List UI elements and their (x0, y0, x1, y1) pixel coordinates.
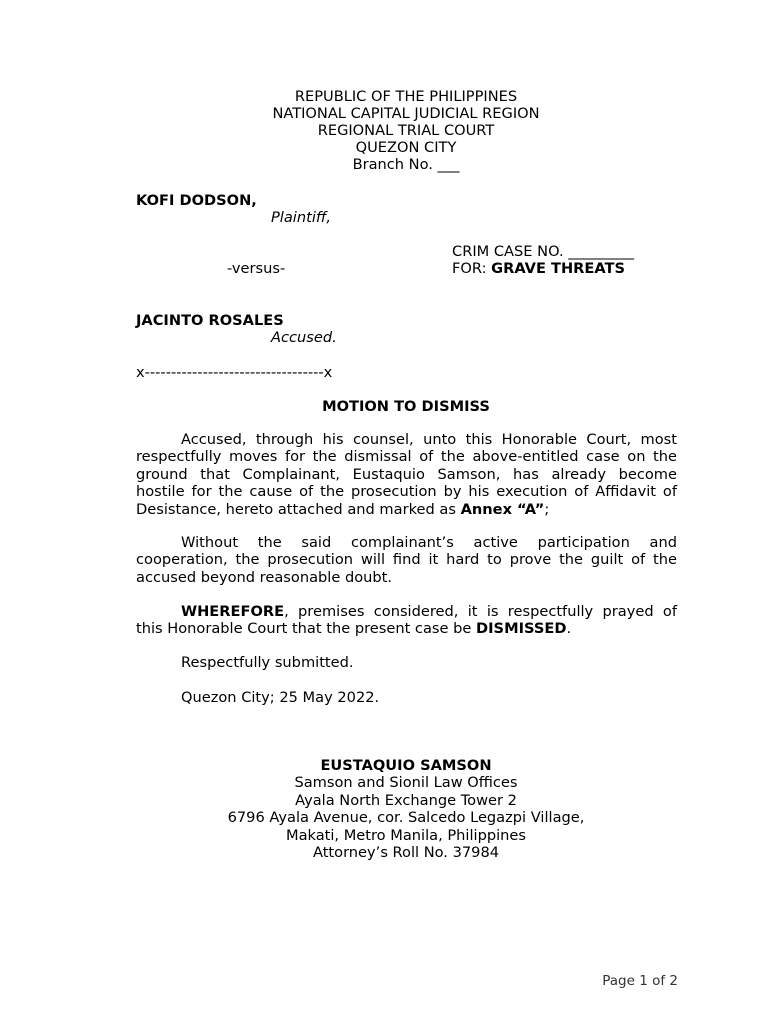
respectfully-submitted: Respectfully submitted. (181, 654, 354, 671)
page-number: Page 1 of 2 (602, 973, 678, 989)
plaintiff-role: Plaintiff, (271, 209, 332, 226)
counsel-name: EUSTAQUIO SAMSON (320, 757, 492, 774)
paragraph-1: Accused, through his counsel, unto this Honorable Court, most respectfully moves for the dismissal of the above-entitled case on the ground that Complainant, Eustaquio Samson, has already become hostile for the cause of the prosecution by his execution of Affidavit of Desistance, hereto attached and marked as Annex “A”; (136, 431, 677, 518)
caption-separator: x----------------------------------x (136, 364, 333, 381)
signature-block (136, 757, 676, 861)
versus-label: -versus- (227, 260, 286, 277)
case-number: CRIM CASE NO. _________ (452, 243, 634, 260)
header-court: REGIONAL TRIAL COURT (317, 122, 495, 139)
case-offense: FOR: GRAVE THREATS (452, 260, 626, 277)
law-firm: Samson and Sionil Law Offices (294, 774, 518, 792)
firm-city: Makati, Metro Manila, Philippines (285, 826, 526, 844)
header-city: QUEZON CITY (355, 139, 457, 156)
accused-role: Accused. (271, 329, 337, 346)
header-branch: Branch No. ___ (352, 156, 460, 173)
plaintiff-name: KOFI DODSON, (136, 192, 257, 209)
firm-building: Ayala North Exchange Tower 2 (295, 791, 517, 809)
dismissed-emphasis: DISMISSED (476, 620, 567, 638)
attorney-roll: Attorney’s Roll No. 37984 (312, 844, 500, 862)
paragraph-2: Without the said complainant’s active participation and cooperation, the prosecution will find it hard to prove the guilt of the accused beyond reasonable doubt. (136, 534, 677, 586)
document-title: MOTION TO DISMISS (322, 398, 490, 415)
accused-name: JACINTO ROSALES (136, 312, 284, 329)
header-republic: REPUBLIC OF THE PHILIPPINES (294, 88, 518, 105)
court-header (136, 88, 676, 173)
annex-reference: Annex “A” (460, 500, 545, 518)
header-region: NATIONAL CAPITAL JUDICIAL REGION (272, 105, 540, 122)
firm-street: 6796 Ayala Avenue, cor. Salcedo Legazpi Village, (227, 809, 585, 827)
paragraph-3: WHEREFORE, premises considered, it is respectfully prayed of this Honorable Court that the present case be DISMISSED. (136, 603, 677, 638)
place-and-date: Quezon City; 25 May 2022. (181, 689, 380, 706)
